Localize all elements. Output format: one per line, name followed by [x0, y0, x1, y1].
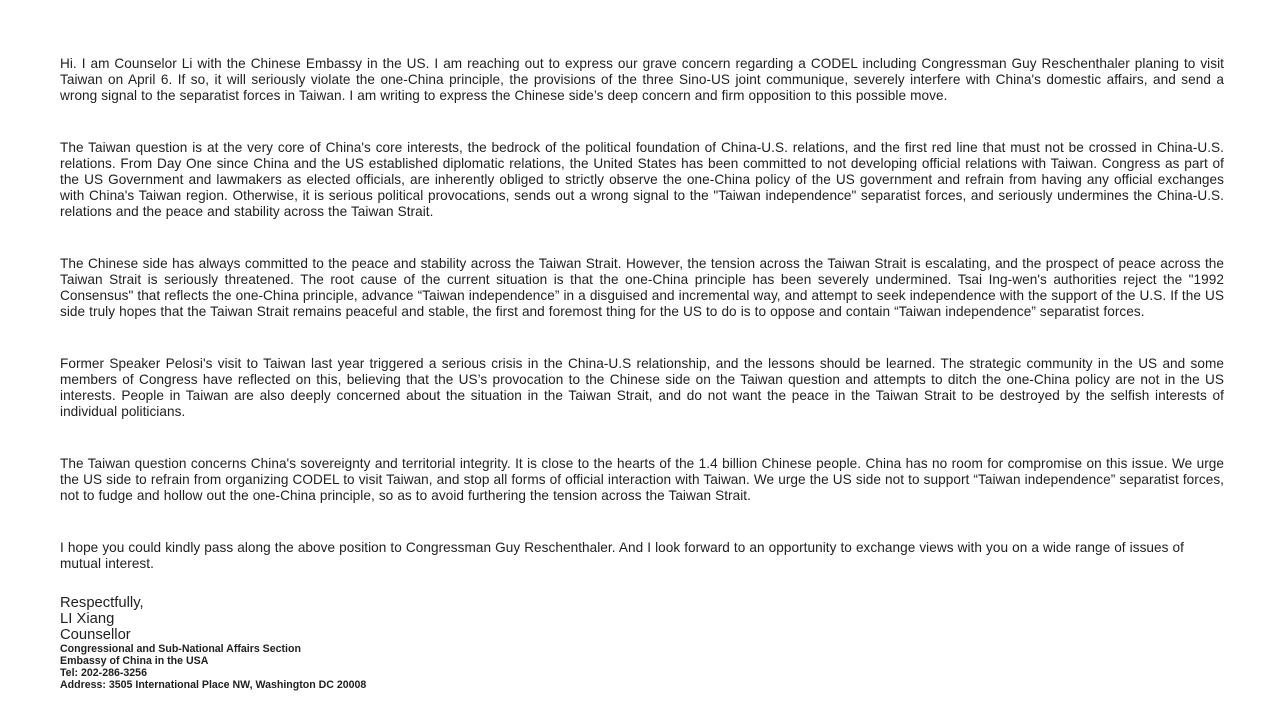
signature-detail-section: Congressional and Sub-National Affairs Section	[60, 643, 301, 655]
signature-detail-embassy: Embassy of China in the USA	[60, 655, 209, 667]
paragraph-taiwan-question-core: The Taiwan question is at the very core of China's core interests, the bedrock of the political foundation of China-U.S. relations, and the first red line that must not be crossed in China-U.S. relations. From Day One since China and the US established diplomatic relations, the United States has been committed to not developing official relations with Taiwan. Congress as part of the US Government and lawmakers as elected officials, are inherently obliged to strictly observe the one-China policy of the US government and refrain from having any official exchanges with China's Taiwan region. Otherwise, it is serious political provocations, sends out a wrong signal to the "Taiwan independence" separatist forces, and seriously undermines the China-U.S. relations and the peace and stability across the Taiwan Strait.	[60, 140, 1224, 219]
paragraph-greeting-concern: Hi. I am Counselor Li with the Chinese Embassy in the US. I am reaching out to express our grave concern regarding a CODEL including Congressman Guy Reschenthaler planing to visit Taiwan on April 6. If so, it will seriously violate the one-China principle, the provisions of the three Sino-US joint communique, severely interfere with China's domestic affairs, and send a wrong signal to the separatist forces in Taiwan. I am writing to express the Chinese side’s deep concern and firm opposition to this possible move.	[60, 56, 1224, 103]
signature-closing: Respectfully,	[60, 595, 144, 611]
signature-title: Counsellor	[60, 627, 131, 643]
signature-detail-telephone: Tel: 202-286-3256	[60, 667, 147, 679]
paragraph-pelosi-visit: Former Speaker Pelosi's visit to Taiwan last year triggered a serious crisis in the China-U.S relationship, and the lessons should be learned. The strategic community in the US and some members of Congress have reflected on this, believing that the US’s provocation to the Chinese side on the Taiwan question and attempts to ditch the one-China policy are not in the US interests. People in Taiwan are also deeply concerned about the situation in the Taiwan Strait, and do not want the peace in the Taiwan Strait to be destroyed by the selfish interests of individual politicians.	[60, 356, 1224, 419]
paragraph-sovereignty-urge: The Taiwan question concerns China's sovereignty and territorial integrity. It is close to the hearts of the 1.4 billion Chinese people. China has no room for compromise on this issue. We urge the US side to refrain from organizing CODEL to visit Taiwan, and stop all forms of official interaction with Taiwan. We urge the US side not to support “Taiwan independence” separatist forces, not to fudge and hollow out the one-China principle, so as to avoid furthering the tension across the Taiwan Strait.	[60, 456, 1224, 503]
signature-name: LI Xiang	[60, 611, 115, 627]
paragraph-peace-stability: The Chinese side has always committed to the peace and stability across the Taiwan Strait. However, the tension across the Taiwan Strait is escalating, and the prospect of peace across the Taiwan Strait is seriously threatened. The root cause of the current situation is that the one-China principle has been severely undermined. Tsai Ing-wen's authorities reject the "1992 Consensus" that reflects the one-China principle, advance “Taiwan independence” in a disguised and incremental way, and attempt to seek independence with the support of the U.S. If the US side truly hopes that the Taiwan Strait remains peaceful and stable, the first and foremost thing for the US to do is to oppose and contain “Taiwan independence” separatist forces.	[60, 256, 1224, 319]
signature-detail-address: Address: 3505 International Place NW, Washington DC 20008	[60, 679, 367, 691]
signature-block	[60, 595, 1224, 691]
paragraph-closing-request: I hope you could kindly pass along the above position to Congressman Guy Reschenthaler. And I look forward to an opportunity to exchange views with you on a wide range of issues of mutual interest.	[60, 540, 1184, 571]
